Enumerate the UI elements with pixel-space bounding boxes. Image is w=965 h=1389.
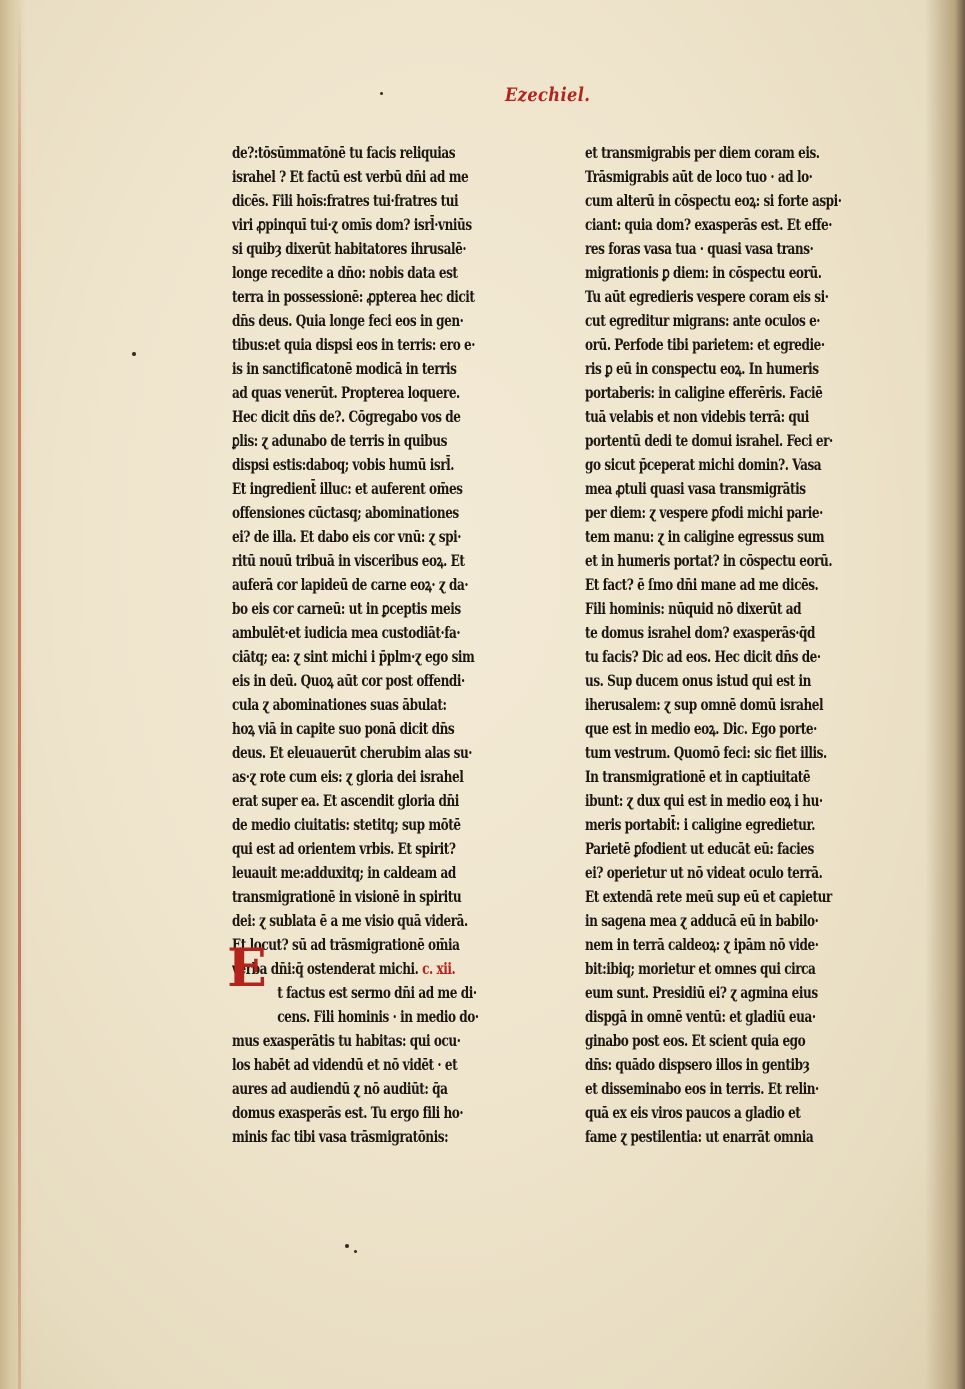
text-line: t factus est sermo dn̄i ad me di· [277,983,477,1002]
text-line: per diem: ɀ vespere ꝑfodi michi parie· [585,503,823,522]
text-line: hoꝝ viā in capite suo ponā dicit dn̄s [232,719,455,738]
text-line: tibus:et quia dispsi eos in terris: ero e· [232,335,476,354]
text-line: fame ɀ pestilentia: ut enarrāt omnia [585,1127,814,1146]
ink-speck [354,1250,357,1253]
text-line: los habēt ad videndū et nō vidēt · et [232,1055,458,1074]
ink-speck [380,92,383,95]
text-line: ris ꝑ eū in conspectu eoꝝ. In humeris [585,359,819,378]
text-line: tum vestrum. Quomō feci: sic fiet illis. [585,743,827,762]
text-line: Et ingredient̄ illuc: et auferent om̄es [232,479,463,498]
text-line: go sicut p̄ceperat michi domin?. Vasa [585,455,822,474]
ink-speck [132,352,136,356]
binding-edge [18,0,21,1389]
text-line: et transmigrabis per diem coram eis. [585,143,820,162]
text-line: ei? de illa. Et dabo eis cor vnū: ɀ spi· [232,527,461,546]
text-line: nem in terrā caldeoꝝ: ɀ ipām nō vide· [585,935,819,954]
text-line: ciant: quia dom? exasperās est. Et effe· [585,215,833,234]
text-line: In transmigrationē et in captiuitatē [585,767,811,786]
text-line: ambulēt·et iudicia mea custodiāt·fa· [232,623,461,642]
text-line: us. Sup ducem onus istud qui est in [585,671,811,690]
text-line: portaberis: in caligine efferēris. Faciē [585,383,823,402]
text-line: et disseminabo eos in terris. Et relin· [585,1079,819,1098]
text-line: cens. Fili hominis · in medio do· [277,1007,479,1026]
text-line: ei? operietur ut nō videat oculo terrā. [585,863,823,882]
text-line: domus exasperās est. Tu ergo fili ho· [232,1103,464,1122]
text-line: Trāsmigrabis aūt de loco tuo · ad lo· [585,167,813,186]
text-line: res foras vasa tua · quasi vasa trans· [585,239,814,258]
text-line: et in humeris portat? in cōspectu eorū. [585,551,833,570]
text-line: in sagena mea ɀ adducā eū in babilo· [585,911,819,930]
text-line: cum alterū in cōspectu eoꝝ: si forte aspi· [585,191,842,210]
text-line: Hec dicit dn̄s de?. Cōgregabo vos de [232,407,461,426]
text-line: tem manu: ɀ in caligine egressus sum [585,527,825,546]
text-line: ginabo post eos. Et scient quia ego [585,1031,806,1050]
text-line: ritū nouū tribuā in visceribus eoꝝ. Et [232,551,465,570]
text-line: orū. Perfode tibi parietem: et egredie· [585,335,825,354]
text-line: iherusalem: ɀ sup omnē domū israhel [585,695,824,714]
text-line: te domus israhel dom? exasperās·q̄d [585,623,816,642]
text-line: as·ɀ rote cum eis: ɀ gloria dei israhel [232,767,464,786]
text-line: auferā cor lapideū de carne eoꝝ· ɀ da· [232,575,469,594]
text-line: portentū dedi te domui israhel. Feci er· [585,431,833,450]
chapter-number: c. xii. [418,959,456,978]
text-line: dei: ɀ sublata ē a me visio quā viderā. [232,911,468,930]
text-line: cut egreditur migrans: ante oculos e· [585,311,821,330]
text-line: minis fac tibi vasa trāsmigratōnis: [232,1127,449,1146]
text-line: si quibȝ dixerūt habitatores ihrusalē· [232,239,467,258]
text-line: eis in deū. Quoꝝ aūt cor post offendi· [232,671,465,690]
text-line: terra in possessionē: ꝓpterea hec dicit [232,287,475,306]
text-line: de medio ciuitatis: stetitq; sup mōtē [232,815,461,834]
text-line: bo eis cor carneū: ut in ꝑceptis meis [232,599,461,618]
text-line: qui est ad orientem vrbis. Et spirit? [232,839,456,858]
text-line: eum sunt. Presidiū ei? ɀ agmina eius [585,983,818,1002]
text-line: quā ex eis viros paucos a gladio et [585,1103,801,1122]
text-line: bit:ibiq; morietur et omnes qui circa [585,959,816,978]
ink-speck [345,1244,349,1248]
text-line: Parietē ꝑfodient ut educāt eū: facies [585,839,814,858]
left-column [232,141,548,1149]
text-line: tu facis? Dic ad eos. Hec dicit dn̄s de· [585,647,821,666]
text-line: erat super ea. Et ascendit gloria dn̄i [232,791,459,810]
decorated-initial: E [227,938,267,999]
text-line: meris portabit̄: i caligine egredietur. [585,815,816,834]
text-line: ibunt: ɀ dux qui est in medio eoꝝ i hu· [585,791,823,810]
text-line: mea ꝓtuli quasi vasa transmigrātis [585,479,806,498]
text-line: Et extendā rete meū sup eū et capietur [585,887,832,906]
text-line: dicēs. Fili hoīs:fratres tui·fratres tui [232,191,459,210]
running-head: Ezechiel. [505,84,591,106]
text-line: migrationis ꝑ diem: in cōspectu eorū. [585,263,822,282]
text-line: dn̄s: quādo dispsero illos in gentibȝ [585,1055,810,1074]
text-line: de?:tōsūmmatōnē tu facis reliquias [232,143,456,162]
text-line: ꝑlis: ɀ adunabo de terris in quibus [232,431,447,450]
text-line: Fili hominis: nūquid nō dixerūt ad [585,599,802,618]
text-line: dn̄s deus. Quia longe feci eos in gen· [232,311,464,330]
text-line: Et locut? sū ad trāsmigrationē om̄ia [232,935,460,954]
text-line: aures ad audiendū ɀ nō audiūt: q̄a [232,1079,448,1098]
text-line: que est in medio eoꝝ. Dic. Ego porte· [585,719,817,738]
text-line: leuauit me:adduxitq; in caldeam ad [232,863,456,882]
text-line: offensiones cūctasq; abominationes [232,503,459,522]
text-line: transmigrationē in visionē in spiritu [232,887,462,906]
text-line: mus exasperātis tu habitas: qui ocu· [232,1031,461,1050]
text-line: viri ꝓpinquī tui·ɀ omīs dom? isrl̄·vniūs [232,215,472,234]
text-line: longe recedite a dn̄o: nobis data est [232,263,458,282]
text-line: Et fact? ē ſmo dn̄i mane ad me dicēs. [585,575,819,594]
text-line: ciātq; ea: ɀ sint michi i p̄plm·ɀ ego sim [232,647,475,666]
text-line: verba dn̄i:q̄ ostenderat michi. c. xii. [232,959,456,978]
text-line: tuā velabis et non videbis terrā: qui [585,407,809,426]
text-line: dispsi estis:daboq; vobis humū isrl̄. [232,455,455,474]
text-line: is in sanctificatonē modicā in terris [232,359,457,378]
text-line: Tu aūt egredieris vespere coram eis si· [585,287,829,306]
text-line: israhel ? Et factū est verbū dn̄i ad me [232,167,469,186]
text-line: deus. Et eleuauerūt cherubim alas su· [232,743,473,762]
text-line: ad quas venerūt. Propterea loquere. [232,383,460,402]
text-line: cula ɀ abominationes suas ābulat: [232,695,447,714]
text-line: dispgā in omnē ventū: et gladiū eua· [585,1007,816,1026]
right-column [585,141,895,1149]
